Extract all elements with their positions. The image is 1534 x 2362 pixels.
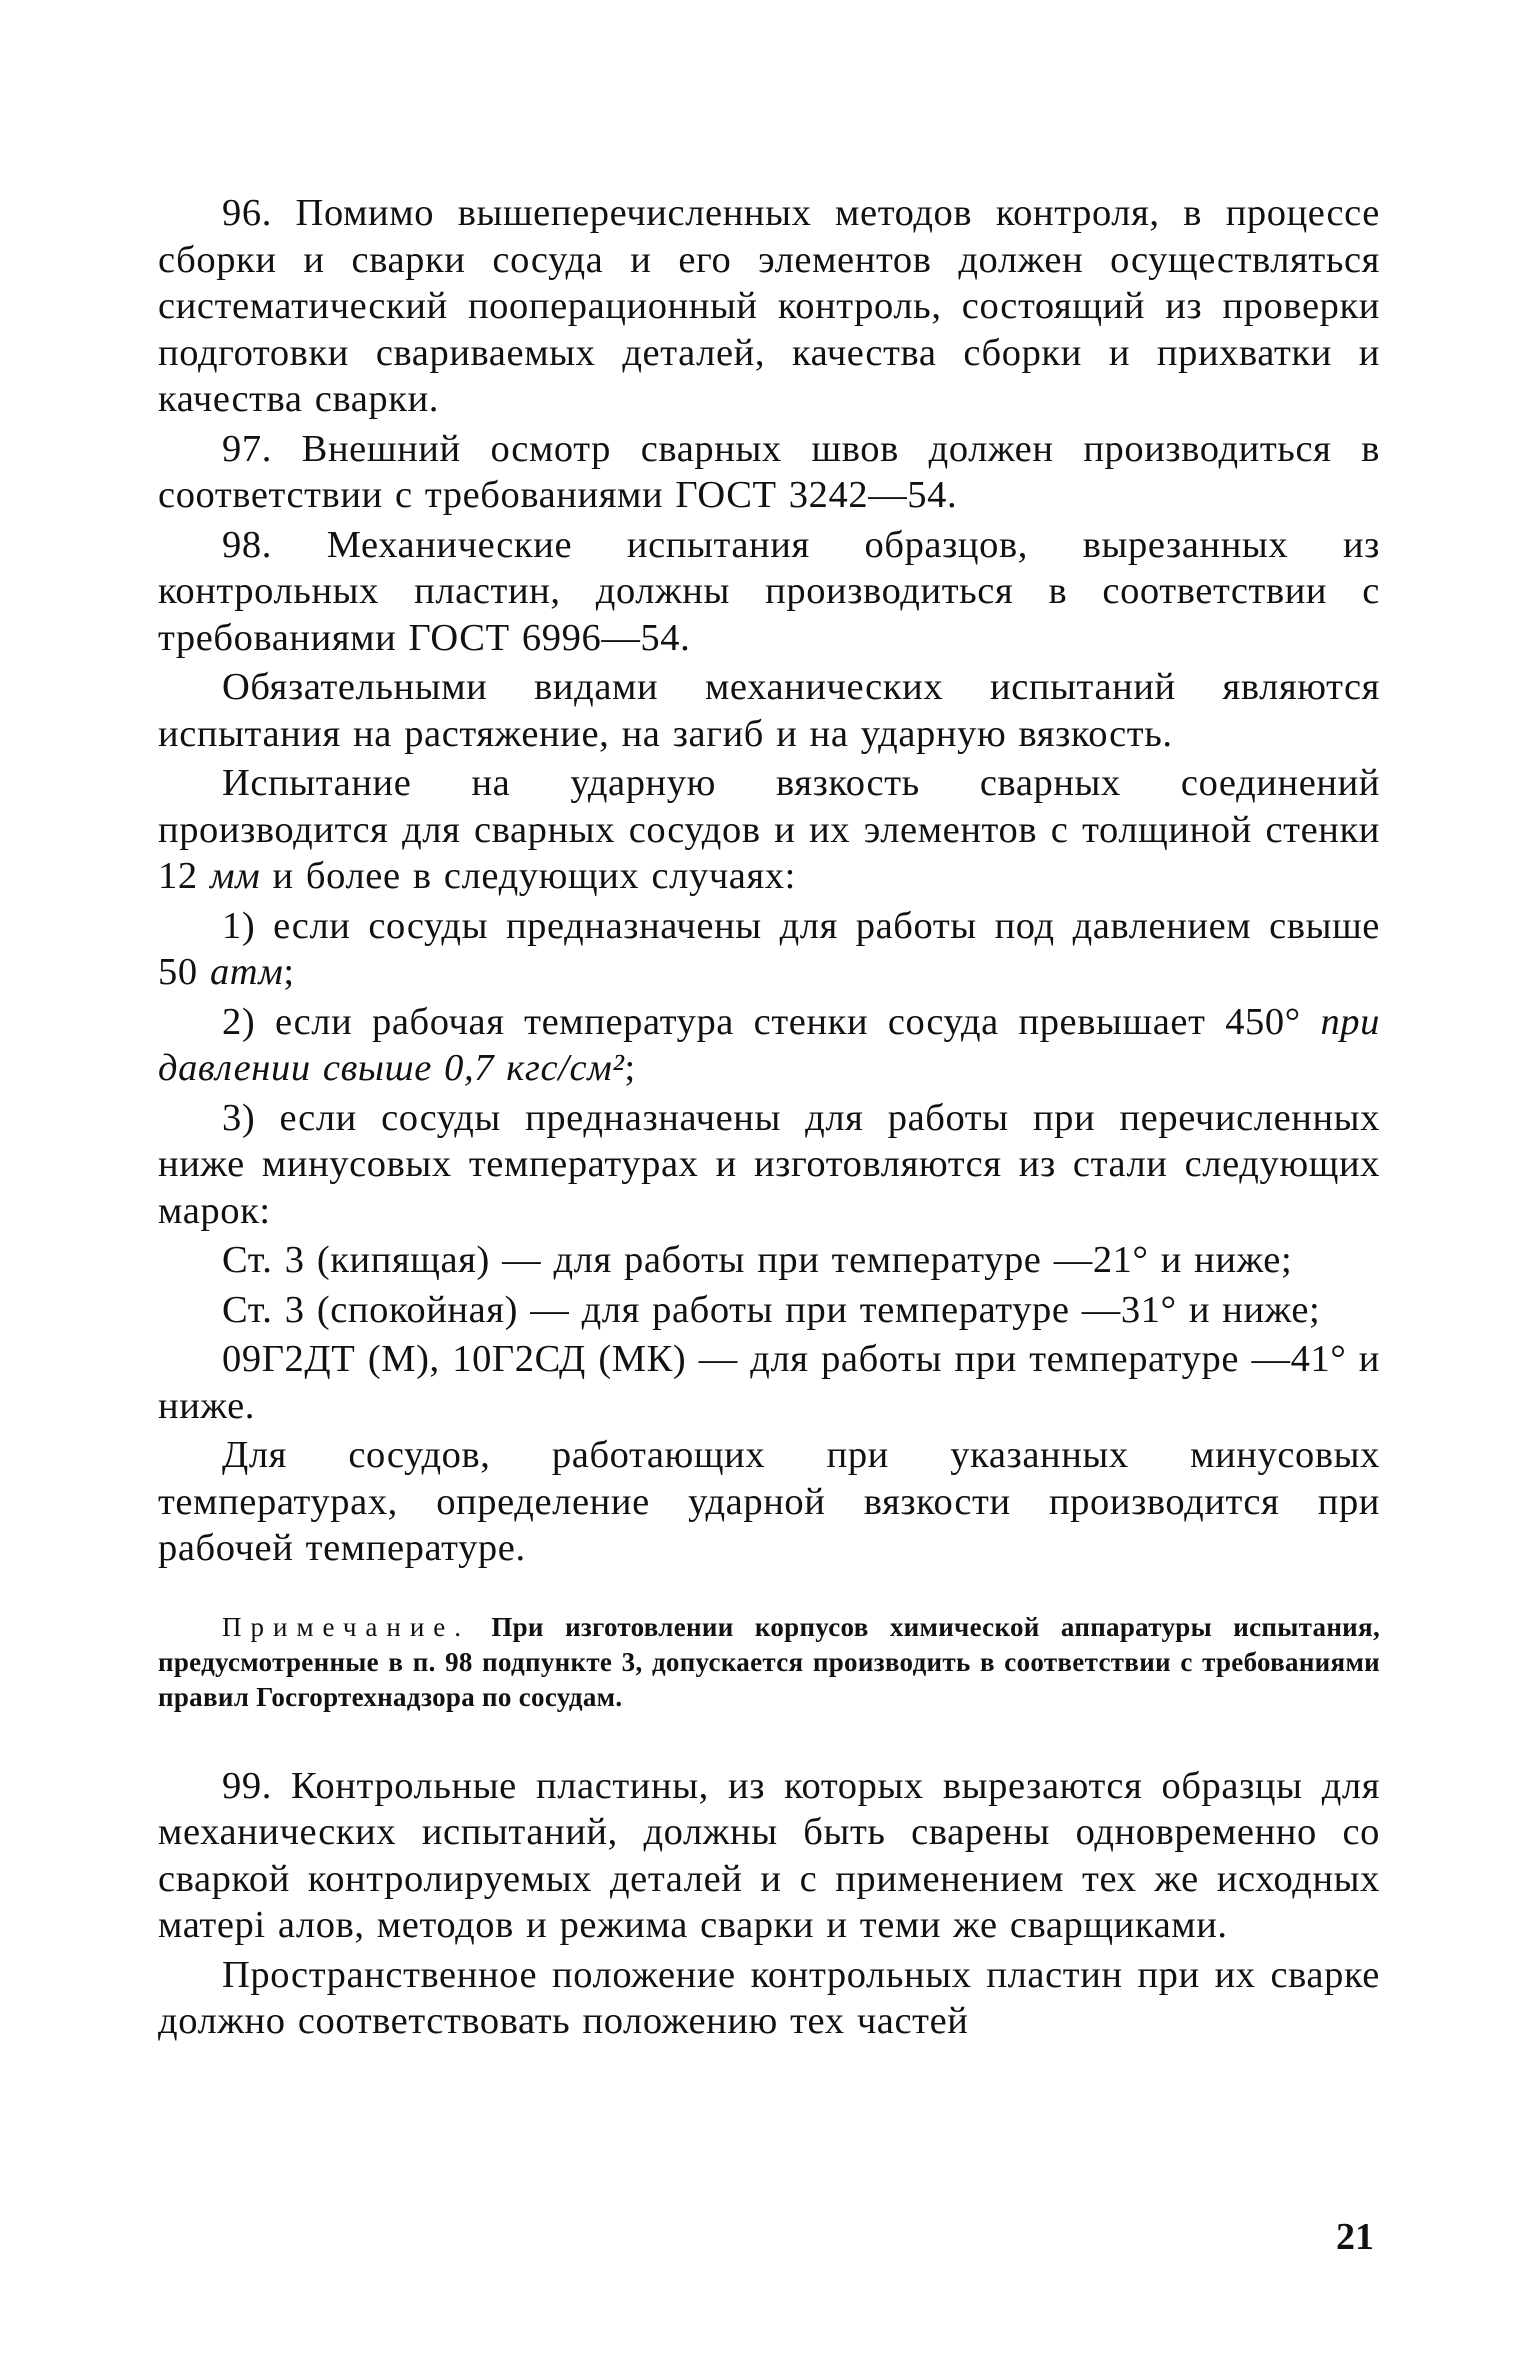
case-1-text: 1) если сосуды предназначены для работы под давлением свыше 50	[158, 904, 1380, 993]
unit-mm: мм	[209, 855, 261, 897]
note-text: При изготовлении корпусов химической аппаратуры испытания, предусмотренные в п. 98 подпункте 3, допускается производить в соответствии с требованиями правил Госгортехнадзора по сосудам.	[158, 1611, 1380, 1712]
note	[158, 1610, 1380, 1715]
paragraph-mandatory-tests: Обязательными видами механических испытаний являются испытания на растяжение, на загиб и на ударную вязкость.	[158, 666, 1380, 755]
case-3: 3) если сосуды предназначены для работы при перечисленных ниже минусовых температурах и изготовляются из стали следующих марок:	[158, 1096, 1380, 1232]
steel-09g2dt: 09Г2ДТ (М), 10Г2СД (МК) — для работы при температуре —41° и ниже.	[158, 1338, 1380, 1427]
paragraph-96: 96. Помимо вышеперечисленных методов контроля, в процессе сборки и сварки сосуда и его элементов должен осуществляться систематический пооперационный контроль, состоящий из проверки подготовки свариваемых деталей, качества сборки и прихватки и качества сварки.	[158, 192, 1380, 420]
case-2-italic: при давлении свыше 0,7	[158, 1000, 1380, 1089]
case-1	[158, 903, 1380, 996]
unit-atm: атм	[209, 951, 284, 993]
case-2-end: ;	[624, 1047, 636, 1089]
steel-st3-boiling: Ст. 3 (кипящая) — для работы при температуре —21° и ниже;	[222, 1239, 1293, 1281]
case-1-end: ;	[283, 951, 295, 993]
paragraph-working-temp: Для сосудов, работающих при указанных минусовых температурах, определение ударной вязкости производится при рабочей температуре.	[158, 1434, 1380, 1569]
paragraph-impact-test	[158, 760, 1380, 900]
unit-kgs-cm2: кгс/см²	[506, 1047, 625, 1089]
paragraph-spatial-position: Пространственное положение контрольных пластин при их сварке должно соответствовать положению тех частей	[158, 1953, 1380, 2042]
page-number: 21	[1336, 2216, 1374, 2258]
case-2	[158, 999, 1380, 1092]
paragraph-98: 98. Механические испытания образцов, вырезанных из контрольных пластин, должны производиться в соответствии с требованиями ГОСТ 6996—54.	[158, 523, 1380, 659]
paragraph-99: 99. Контрольные пластины, из которых вырезаются образцы для механических испытаний, должны быть сварены одновременно со сваркой контролируемых деталей и с применением тех же исходных матері алов, методов и режима сварки и теми же сварщиками.	[158, 1764, 1380, 1946]
impact-test-text-b: и более в следующих случаях:	[260, 855, 796, 897]
impact-test-text-a: Испытание на ударную вязкость сварных соединений производится для сварных сосудов и их элементов с толщиной стенки 12	[158, 762, 1380, 897]
case-2-text: 2) если рабочая температура стенки сосуда превышает 450°	[222, 1000, 1321, 1043]
steel-st3-calm: Ст. 3 (спокойная) — для работы при температуре —31° и ниже;	[222, 1288, 1321, 1331]
page-body	[158, 190, 1380, 2045]
paragraph-97: 97. Внешний осмотр сварных швов должен производиться в соответствии с требованиями ГОСТ 3242—54.	[158, 427, 1380, 516]
note-label: Примечание.	[222, 1611, 471, 1642]
